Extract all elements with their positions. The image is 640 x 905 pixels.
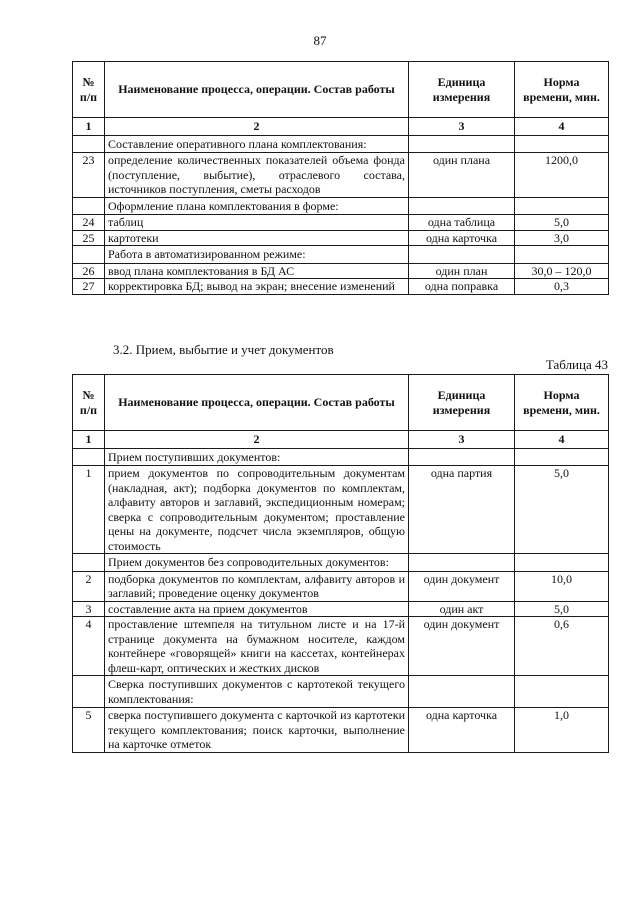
section-row bbox=[73, 676, 609, 708]
unit-cell bbox=[409, 676, 515, 708]
row-number: 2 bbox=[73, 571, 105, 601]
header-name: Наименование процесса, операции. Состав работы bbox=[105, 375, 409, 431]
header-norm: Норма времени, мин. bbox=[515, 62, 609, 118]
time-norm: 3,0 bbox=[515, 230, 609, 246]
column-number-row bbox=[73, 431, 609, 449]
unit-of-measure: один акт bbox=[409, 601, 515, 617]
time-norms-table-1 bbox=[72, 61, 609, 295]
row-number: 23 bbox=[73, 153, 105, 198]
table-row bbox=[73, 571, 609, 601]
time-norm: 10,0 bbox=[515, 571, 609, 601]
time-norm: 1,0 bbox=[515, 708, 609, 753]
num-cell bbox=[73, 246, 105, 264]
section-title: Прием документов без сопроводительных документов: bbox=[105, 554, 409, 572]
section-title: Сверка поступивших документов с картотекой текущего комплектования: bbox=[105, 676, 409, 708]
time-norm: 5,0 bbox=[515, 215, 609, 231]
operation-description: составление акта на прием документов bbox=[105, 601, 409, 617]
header-unit: Единица измерения bbox=[409, 375, 515, 431]
num-cell bbox=[73, 554, 105, 572]
unit-of-measure: одна поправка bbox=[409, 279, 515, 295]
num-cell bbox=[73, 135, 105, 153]
unit-cell bbox=[409, 554, 515, 572]
section-title: Прием поступивших документов: bbox=[105, 448, 409, 466]
operation-description: определение количественных показателей объема фонда (поступление, выбытие), отраслевого состава, источников поступления, сметы расходов bbox=[105, 153, 409, 198]
num-cell bbox=[73, 676, 105, 708]
unit-of-measure: одна таблица bbox=[409, 215, 515, 231]
row-number: 26 bbox=[73, 263, 105, 279]
column-number: 2 bbox=[105, 431, 409, 449]
operation-description: корректировка БД; вывод на экран; внесение изменений bbox=[105, 279, 409, 295]
norm-cell bbox=[515, 135, 609, 153]
unit-of-measure: один документ bbox=[409, 617, 515, 676]
row-number: 25 bbox=[73, 230, 105, 246]
operation-description: таблиц bbox=[105, 215, 409, 231]
table-row bbox=[73, 617, 609, 676]
column-number: 1 bbox=[73, 431, 105, 449]
header-norm: Норма времени, мин. bbox=[515, 375, 609, 431]
norm-cell bbox=[515, 554, 609, 572]
column-number: 3 bbox=[409, 118, 515, 136]
column-number: 3 bbox=[409, 431, 515, 449]
row-number: 27 bbox=[73, 279, 105, 295]
unit-of-measure: одна карточка bbox=[409, 230, 515, 246]
table-row bbox=[73, 601, 609, 617]
column-number: 1 bbox=[73, 118, 105, 136]
header-unit: Единица измерения bbox=[409, 62, 515, 118]
header-num: № п/п bbox=[73, 375, 105, 431]
unit-cell bbox=[409, 448, 515, 466]
time-norm: 0,3 bbox=[515, 279, 609, 295]
section-row bbox=[73, 448, 609, 466]
operation-description: подборка документов по комплектам, алфавиту авторов и заглавий; проведение оценку документов bbox=[105, 571, 409, 601]
norm-cell bbox=[515, 448, 609, 466]
time-norm: 1200,0 bbox=[515, 153, 609, 198]
row-number: 5 bbox=[73, 708, 105, 753]
section-row bbox=[73, 135, 609, 153]
time-norms-table-2 bbox=[72, 374, 609, 753]
header-row bbox=[73, 62, 609, 118]
operation-description: проставление штемпеля на титульном листе и на 17-й странице документа на бумажном носителе, каждом контейнере «говорящей» книги на кассетах, контейнерах флеш-карт, оптических и жестких дисков bbox=[105, 617, 409, 676]
unit-of-measure: один плана bbox=[409, 153, 515, 198]
section-row bbox=[73, 554, 609, 572]
section-title: Составление оперативного плана комплектования: bbox=[105, 135, 409, 153]
operation-description: ввод плана комплектования в БД АС bbox=[105, 263, 409, 279]
row-number: 3 bbox=[73, 601, 105, 617]
column-number: 4 bbox=[515, 118, 609, 136]
row-number: 4 bbox=[73, 617, 105, 676]
time-norm: 30,0 – 120,0 bbox=[515, 263, 609, 279]
table-body bbox=[73, 135, 609, 294]
row-number: 24 bbox=[73, 215, 105, 231]
unit-of-measure: одна карточка bbox=[409, 708, 515, 753]
unit-cell bbox=[409, 246, 515, 264]
column-number: 2 bbox=[105, 118, 409, 136]
section-heading: 3.2. Прием, выбытие и учет документов bbox=[113, 342, 334, 357]
table-row bbox=[73, 215, 609, 231]
page-number: 87 bbox=[313, 33, 327, 48]
time-norm: 0,6 bbox=[515, 617, 609, 676]
table-row bbox=[73, 230, 609, 246]
unit-cell bbox=[409, 197, 515, 215]
unit-of-measure: одна партия bbox=[409, 466, 515, 554]
unit-of-measure: один план bbox=[409, 263, 515, 279]
table-row bbox=[73, 466, 609, 554]
operation-description: картотеки bbox=[105, 230, 409, 246]
row-number: 1 bbox=[73, 466, 105, 554]
section-title: Оформление плана комплектования в форме: bbox=[105, 197, 409, 215]
time-norm: 5,0 bbox=[515, 466, 609, 554]
num-cell bbox=[73, 448, 105, 466]
section-row bbox=[73, 197, 609, 215]
section-row bbox=[73, 246, 609, 264]
unit-cell bbox=[409, 135, 515, 153]
norm-cell bbox=[515, 676, 609, 708]
unit-of-measure: один документ bbox=[409, 571, 515, 601]
column-number-row bbox=[73, 118, 609, 136]
table-row bbox=[73, 708, 609, 753]
table-caption: Таблица 43 bbox=[545, 357, 608, 372]
header-num: № п/п bbox=[73, 62, 105, 118]
table-body bbox=[73, 448, 609, 752]
norm-cell bbox=[515, 246, 609, 264]
header-row bbox=[73, 375, 609, 431]
operation-description: сверка поступившего документа с карточкой из картотеки текущего комплектования; поиск карточки, выполнение на карточке отметок bbox=[105, 708, 409, 753]
section-title: Работа в автоматизированном режиме: bbox=[105, 246, 409, 264]
norm-cell bbox=[515, 197, 609, 215]
column-number: 4 bbox=[515, 431, 609, 449]
header-name: Наименование процесса, операции. Состав работы bbox=[105, 62, 409, 118]
num-cell bbox=[73, 197, 105, 215]
table-row bbox=[73, 279, 609, 295]
table-row bbox=[73, 153, 609, 198]
operation-description: прием документов по сопроводительным документам (накладная, акт); подборка документов по комплектам, алфавиту авторов и заглавий, экспедиционным номерам; сверка с сопроводительным документом; проставление цены на документе, подсчет числа экземпляров, общую стоимость bbox=[105, 466, 409, 554]
time-norm: 5,0 bbox=[515, 601, 609, 617]
table-row bbox=[73, 263, 609, 279]
